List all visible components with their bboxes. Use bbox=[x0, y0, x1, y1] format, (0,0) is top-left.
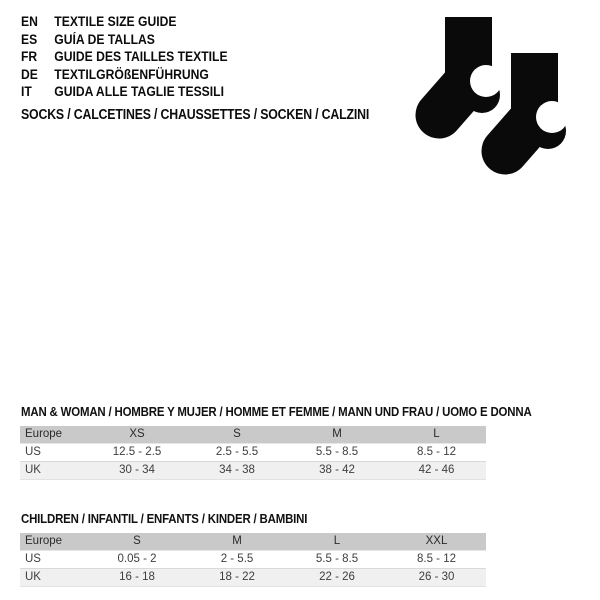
size-table-man-woman bbox=[20, 426, 486, 480]
size-cell: 42 - 46 bbox=[418, 464, 455, 476]
column-header: S bbox=[133, 535, 141, 547]
size-cell: 8.5 - 12 bbox=[417, 553, 456, 565]
language-row-it bbox=[21, 83, 228, 101]
language-label: GUIDA ALLE TAGLIE TESSILI bbox=[54, 84, 224, 100]
size-cell: 30 - 34 bbox=[119, 464, 155, 476]
language-list bbox=[21, 13, 251, 101]
table-row-us bbox=[20, 551, 486, 569]
table-title-children: CHILDREN / INFANTIL / ENFANTS / KINDER / BAMBINI bbox=[21, 511, 308, 526]
sock-back bbox=[439, 17, 502, 115]
language-code: EN bbox=[21, 14, 38, 29]
row-label: UK bbox=[25, 571, 41, 583]
column-header: XS bbox=[129, 428, 145, 440]
size-cell: 26 - 30 bbox=[418, 571, 455, 583]
socks-icon bbox=[410, 12, 582, 180]
table-row-uk bbox=[20, 569, 486, 587]
column-header: S bbox=[233, 428, 241, 440]
table-header-row bbox=[20, 426, 486, 444]
size-cell: 22 - 26 bbox=[319, 571, 355, 583]
size-cell: 16 - 18 bbox=[119, 571, 155, 583]
size-cell: 5.5 - 8.5 bbox=[315, 446, 359, 458]
size-cell: 38 - 42 bbox=[319, 464, 355, 476]
table-header-row bbox=[20, 533, 486, 551]
language-label: TEXTILGRÖßENFÜHRUNG bbox=[54, 66, 209, 82]
size-cell: 5.5 - 8.5 bbox=[315, 553, 359, 565]
size-cell: 18 - 22 bbox=[219, 571, 255, 583]
row-label: US bbox=[25, 446, 41, 458]
language-label: GUÍA DE TALLAS bbox=[54, 31, 155, 47]
language-code: FR bbox=[21, 49, 38, 65]
language-code: IT bbox=[21, 84, 32, 100]
size-cell: 34 - 38 bbox=[219, 464, 255, 476]
table-title-man-woman: MAN & WOMAN / HOMBRE Y MUJER / HOMME ET FEMME / MANN UND FRAU / UOMO E DONNA bbox=[21, 404, 532, 419]
column-header: M bbox=[332, 428, 342, 440]
language-row-en bbox=[21, 13, 228, 31]
column-header: L bbox=[333, 535, 341, 547]
language-code: DE bbox=[21, 66, 38, 82]
language-label: GUIDE DES TAILLES TEXTILE bbox=[54, 49, 228, 65]
language-row-de bbox=[21, 66, 228, 84]
row-label: US bbox=[25, 553, 41, 565]
size-cell: 2.5 - 5.5 bbox=[215, 446, 259, 458]
size-cell: 12.5 - 2.5 bbox=[112, 446, 162, 458]
size-cell: 8.5 - 12 bbox=[417, 446, 456, 458]
category-title: SOCKS / CALCETINES / CHAUSSETTES / SOCKEN / CALZINI bbox=[21, 107, 370, 123]
language-code: ES bbox=[21, 31, 38, 47]
table-row-us bbox=[20, 444, 486, 462]
row-label: UK bbox=[25, 464, 41, 476]
language-row-es bbox=[21, 31, 228, 49]
column-header: XXL bbox=[425, 535, 448, 547]
sock-front bbox=[505, 53, 568, 151]
size-cell: 0.05 - 2 bbox=[117, 553, 157, 565]
language-label: TEXTILE SIZE GUIDE bbox=[54, 14, 177, 29]
table-row-uk bbox=[20, 462, 486, 480]
size-cell: 2 - 5.5 bbox=[220, 553, 254, 565]
column-header: L bbox=[433, 428, 440, 440]
column-header: Europe bbox=[25, 535, 63, 547]
column-header: M bbox=[232, 535, 242, 547]
size-table-children bbox=[20, 533, 486, 587]
language-row-fr bbox=[21, 48, 228, 66]
column-header: Europe bbox=[25, 428, 63, 440]
